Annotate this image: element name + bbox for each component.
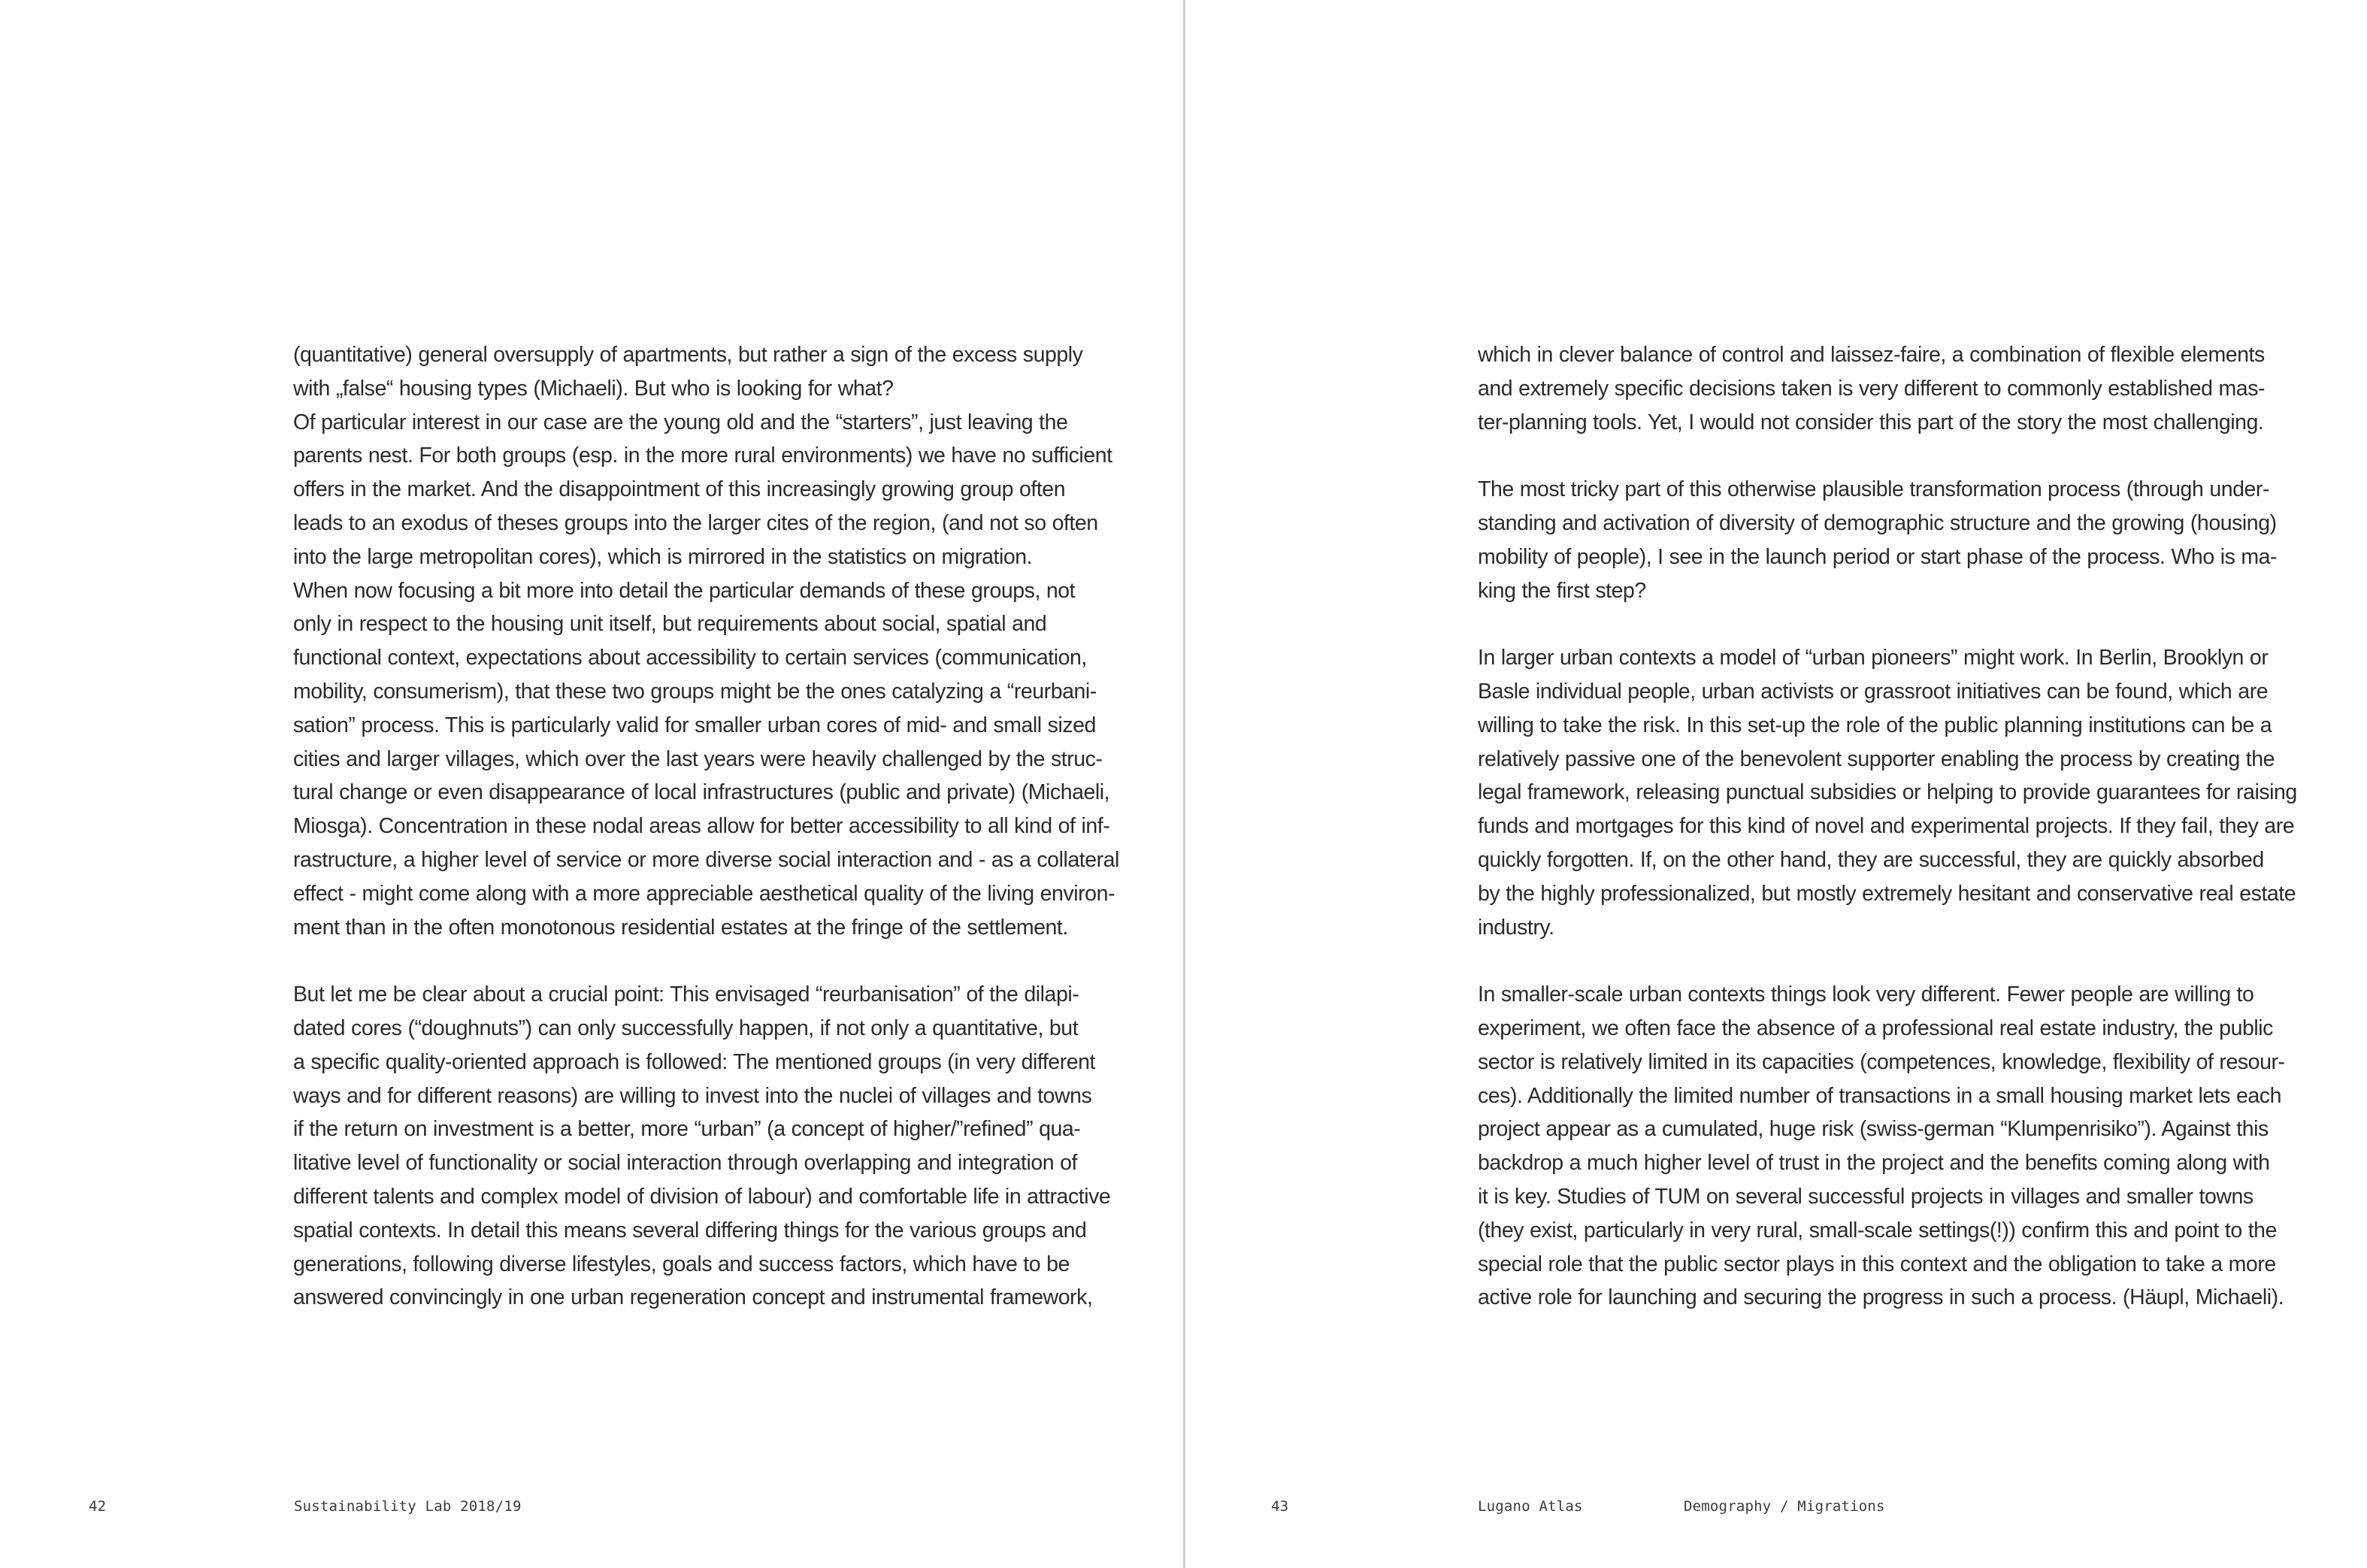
- left-body-text: [293, 338, 1119, 1315]
- text-line: special role that the public sector plays in this context and the obligation to take a more: [1478, 1252, 2276, 1276]
- text-line: legal framework, releasing punctual subsidies or helping to provide guarantees for raising: [1478, 780, 2297, 805]
- paragraph-spacer: [1478, 439, 2293, 473]
- text-line: into the large metropolitan cores), which is mirrored in the statistics on migration.: [293, 544, 1033, 569]
- text-line: Of particular interest in our case are the young old and the “starters”, just leaving the: [293, 410, 1068, 434]
- text-line: by the highly professionalized, but mostly extremely hesitant and conservative real estate: [1478, 881, 2296, 906]
- text-line: effect - might come along with a more appreciable aesthetical quality of the living environ-: [293, 881, 1115, 906]
- text-line: mobility of people), I see in the launch period or start phase of the process. Who is ma-: [1478, 544, 2278, 569]
- text-line: mobility, consumerism), that these two groups might be the ones catalyzing a “reurbani-: [293, 679, 1097, 704]
- text-line: different talents and complex model of division of labour) and comfortable life in attractive: [293, 1184, 1111, 1209]
- text-line: active role for launching and securing the progress in such a process. (Häupl, Michaeli).: [1478, 1285, 2284, 1310]
- text-line: relatively passive one of the benevolent supporter enabling the process by creating the: [1478, 746, 2275, 771]
- right-page-number: 43: [1271, 1498, 1289, 1515]
- text-line: funds and mortgages for this kind of novel and experimental projects. If they fail, they are: [1478, 814, 2295, 839]
- text-line: tural change or even disappearance of local infrastructures (public and private) (Michaeli,: [293, 780, 1110, 805]
- text-line: rastructure, a higher level of service or more diverse social interaction and - as a collateral: [293, 847, 1119, 872]
- text-line: cities and larger villages, which over the last years were heavily challenged by the struc-: [293, 746, 1103, 771]
- text-line: ter-planning tools. Yet, I would not consider this part of the story the most challenging.: [1478, 410, 2264, 434]
- text-line: Basle individual people, urban activists or grassroot initiatives can be found, which are: [1478, 679, 2269, 704]
- text-line: project appear as a cumulated, huge risk (swiss-german “Klumpenrisiko”). Against this: [1478, 1117, 2269, 1142]
- text-line: and extremely specific decisions taken is very different to commonly established mas-: [1478, 376, 2266, 401]
- text-line: spatial contexts. In detail this means several differing things for the various groups and: [293, 1218, 1087, 1243]
- text-line: sation” process. This is particularly valid for smaller urban cores of mid- and small sized: [293, 713, 1096, 737]
- text-line: When now focusing a bit more into detail the particular demands of these groups, not: [293, 578, 1076, 603]
- text-line: ways and for different reasons) are willing to invest into the nuclei of villages and towns: [293, 1083, 1092, 1108]
- text-line: a specific quality-oriented approach is followed: The mentioned groups (in very different: [293, 1049, 1096, 1074]
- right-running-title: Lugano Atlas: [1478, 1498, 1583, 1515]
- text-line: ces). Additionally the limited number of transactions in a small housing market lets each: [1478, 1083, 2281, 1108]
- left-page-number: 42: [89, 1498, 107, 1515]
- text-line: king the first step?: [1478, 578, 1646, 603]
- text-line: it is key. Studies of TUM on several successful projects in villages and smaller towns: [1478, 1184, 2253, 1209]
- left-paragraph-2: [293, 978, 1111, 1315]
- text-line: quickly forgotten. If, on the other hand, they are successful, they are quickly absorbed: [1478, 847, 2264, 872]
- text-line: The most tricky part of this otherwise plausible transformation process (through under-: [1478, 477, 2269, 502]
- text-line: only in respect to the housing unit itself, but requirements about social, spatial and: [293, 612, 1047, 637]
- paragraph-spacer: [1478, 944, 2293, 978]
- right-section-title: Demography / Migrations: [1684, 1498, 1885, 1515]
- text-line: parents nest. For both groups (esp. in the more rural environments) we have no sufficient: [293, 443, 1112, 468]
- text-line: functional context, expectations about accessibility to certain services (communication,: [293, 646, 1087, 670]
- text-line: answered convincingly in one urban regeneration concept and instrumental framework,: [293, 1285, 1093, 1310]
- right-paragraph-4: [1478, 978, 2293, 1315]
- text-line: which in clever balance of control and laissez-faire, a combination of flexible elements: [1478, 343, 2265, 367]
- text-line: willing to take the risk. In this set-up the role of the public planning institutions can be a: [1478, 713, 2272, 737]
- text-line: with „false“ housing types (Michaeli). But who is looking for what?: [293, 376, 894, 401]
- right-paragraph-2: [1478, 473, 2293, 607]
- text-line: industry.: [1478, 915, 1554, 940]
- text-line: dated cores (“doughnuts”) can only successfully happen, if not only a quantitative, but: [293, 1016, 1079, 1040]
- text-line: backdrop a much higher level of trust in the project and the benefits coming along with: [1478, 1151, 2270, 1176]
- left-running-title: Sustainability Lab 2018/19: [294, 1498, 522, 1515]
- text-line: ment than in the often monotonous residential estates at the fringe of the settlement.: [293, 915, 1068, 940]
- text-line: sector is relatively limited in its capacities (competences, knowledge, flexibility of resour-: [1478, 1049, 2285, 1074]
- left-page: [0, 0, 1183, 1568]
- text-line: But let me be clear about a crucial point: This envisaged “reurbanisation” of the dilapi-: [293, 982, 1079, 1007]
- right-paragraph-3: [1478, 641, 2297, 944]
- text-line: In larger urban contexts a model of “urban pioneers” might work. In Berlin, Brooklyn or: [1478, 646, 2269, 670]
- text-line: offers in the market. And the disappointment of this increasingly growing group often: [293, 477, 1066, 502]
- right-body-text: [1478, 338, 2297, 1315]
- text-line: litative level of functionality or social interaction through overlapping and integration of: [293, 1151, 1077, 1176]
- paragraph-spacer: [1478, 607, 2293, 641]
- text-line: standing and activation of diversity of demographic structure and the growing (housing): [1478, 510, 2277, 535]
- paragraph-spacer: [293, 944, 1105, 978]
- text-line: experiment, we often face the absence of a professional real estate industry, the public: [1478, 1016, 2273, 1040]
- text-line: In smaller-scale urban contexts things look very different. Fewer people are willing to: [1478, 982, 2254, 1007]
- text-line: (they exist, particularly in very rural, small-scale settings(!)) confirm this and point to the: [1478, 1218, 2277, 1243]
- text-line: leads to an exodus of theses groups into the larger cites of the region, (and not so often: [293, 510, 1098, 535]
- right-paragraph-1: [1478, 338, 2293, 439]
- text-line: (quantitative) general oversupply of apartments, but rather a sign of the excess supply: [293, 343, 1083, 367]
- text-line: Miosga). Concentration in these nodal areas allow for better accessibility to all kind of inf-: [293, 814, 1110, 839]
- text-line: generations, following diverse lifestyles, goals and success factors, which have to be: [293, 1252, 1070, 1276]
- text-line: if the return on investment is a better, more “urban” (a concept of higher/”refined” qua-: [293, 1117, 1081, 1142]
- left-paragraph-1: [293, 338, 1119, 944]
- right-page: [1185, 0, 2367, 1568]
